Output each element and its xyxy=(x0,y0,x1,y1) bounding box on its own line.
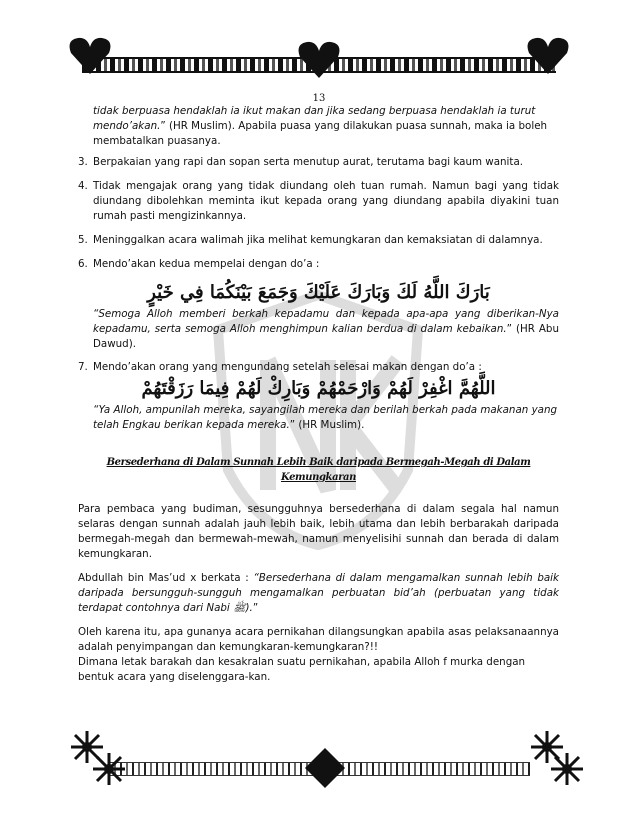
citation: ” (HR Muslim). xyxy=(289,419,365,431)
citation: ” (HR Muslim). xyxy=(160,120,239,132)
list-item xyxy=(78,257,559,272)
honorific-symbol: f xyxy=(443,656,447,668)
list-number: 6. xyxy=(78,258,88,270)
honorific-symbol: x xyxy=(190,572,197,584)
citation: ” (HR Abu Dawud). xyxy=(93,323,559,350)
quote-italic: “Bersederhana di dalam mengamalkan sunnah lebih baik daripada bersungguh-sungguh mengamalkan perbuatan bid’ah (perbuatan yang tidak terdapat contohnya dari Nabi ﷺ). xyxy=(78,572,559,614)
list-item-text: Tidak mengajak orang yang tidak diundang oleh tuan rumah. Namun bagi yang tidak diundang dibolehkan meminta ikut kepada orang yang diundang apabila diyakini tuan rumah pasti mengizinkannya. xyxy=(93,180,559,222)
paragraph: Oleh karena itu, apa gunanya acara pernikahan dilangsungkan apabila asas pelaksanaannya adalah penyimpangan dan kemungkaran-kemungkaran?!! xyxy=(78,626,559,653)
list-number: 5. xyxy=(78,234,88,246)
list-item xyxy=(78,179,559,224)
paragraph xyxy=(78,571,559,616)
translation-italic: “Ya Alloh, ampunilah mereka, sayangilah mereka dan berilah berkah pada makanan yang telah Engkau berikan kepada mereka. xyxy=(93,404,558,431)
paragraph-continuation xyxy=(78,104,559,149)
list-number: 7. xyxy=(78,361,88,373)
list-item-text: Mendo’akan orang yang mengundang setelah selesai makan dengan do’a : xyxy=(93,361,482,373)
page-number: 13 xyxy=(312,93,326,104)
snowflake-icon xyxy=(92,752,126,786)
text: murka dengan bentuk acara yang diselenggara-kan. xyxy=(78,656,526,683)
section-heading: Bersederhana di Dalam Sunnah Lebih Baik daripada Bermegah-Megah di Dalam Kemungkaran xyxy=(106,457,531,483)
text: ” xyxy=(252,602,259,614)
snowflake-icon xyxy=(550,752,584,786)
quote-italic: tidak berpuasa hendaklah ia ikut makan dan jika sedang berpuasa hendaklah ia turut mendo’akan. xyxy=(93,105,536,132)
arabic-prayer: بَارَكَ اللَّهُ لَكَ وَبَارَكَ عَلَيْكَ وَجَمَعَ بَيْنَكُمَا فِي خَيْرٍ xyxy=(147,282,490,303)
list-number: 4. xyxy=(78,180,88,192)
list-number: 3. xyxy=(78,156,88,168)
text: Apabila puasa yang dilakukan puasa sunnah, maka ia boleh membatalkan puasanya. xyxy=(93,120,548,147)
text: Abdullah bin Mas’ud xyxy=(78,572,191,584)
list-item xyxy=(78,360,559,375)
translation-italic: “Semoga Alloh memberi berkah kepadamu dan kepada apa-apa yang diberikan-Nya kepadamu, serta semoga Alloh menghimpun kalian berdua di dalam kebaikan. xyxy=(93,308,559,335)
text: berkata : xyxy=(196,572,254,584)
list-item xyxy=(78,155,559,170)
text: Dimana letak barakah dan kesakralan suatu pernikahan, apabila Alloh xyxy=(78,656,444,668)
diamond-icon xyxy=(305,748,345,788)
document-body xyxy=(78,104,559,685)
heart-icon xyxy=(68,36,112,76)
paragraph xyxy=(78,655,559,685)
heart-icon xyxy=(297,40,341,80)
list-item-text: Berpakaian yang rapi dan sopan serta menutup aurat, terutama bagi kaum wanita. xyxy=(93,156,524,168)
list-item xyxy=(78,233,559,248)
list-item-text: Meninggalkan acara walimah jika melihat kemungkaran dan kemaksiatan di dalamnya. xyxy=(93,234,543,246)
prayer-translation xyxy=(78,307,559,352)
prayer-translation xyxy=(78,403,559,433)
arabic-prayer: اللَّهُمَّ اغْفِرْ لَهُمْ وَارْحَمْهُمْ وَبَارِكْ لَهُمْ فِيمَا رَزَقْتَهُمْ xyxy=(141,378,496,399)
heart-icon xyxy=(526,36,570,76)
list-item-text: Mendo’akan kedua mempelai dengan do’a : xyxy=(93,258,320,270)
paragraph: Para pembaca yang budiman, sesungguhnya bersederhana di dalam segala hal namun selaras dengan sunnah adalah jauh lebih baik, lebih utama dan lebih berbarakah daripada bermegah-megah dan bermewah-mewah, namun menyelisihi sunnah dan berada di dalam kemungkaran. xyxy=(78,503,559,560)
